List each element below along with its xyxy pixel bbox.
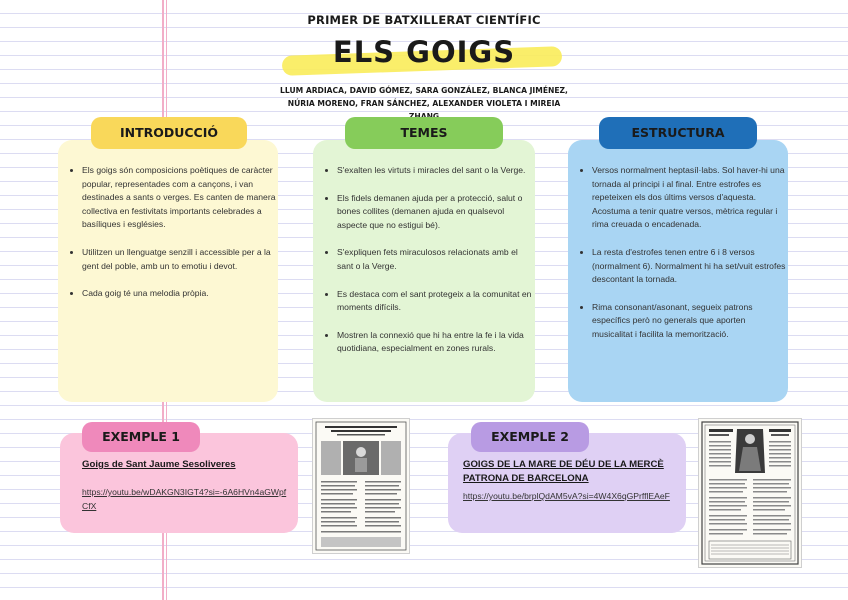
example1-title: Goigs de Sant Jaume Sesoliveres [82,459,236,470]
estructura-card [568,140,788,402]
estructura-heading: ESTRUCTURA [599,117,757,149]
goig-print-icon [699,419,801,567]
list-item: • Els goigs són composicions poètiques de caràcter popular, representades com a cançons, i van destinades a sants o verges. Es canten de manera collectiva en festivitats importants celebrades a basíliques i esglésies. [82,164,277,232]
authors-line: NÚRIA MORENO, FRAN SÁNCHEZ, ALEXANDER VIOLETA I MIREIA [287,99,561,108]
intro-heading: INTRODUCCIÓ [91,117,247,149]
example2-title: GOIGS DE LA MARE DE DÉU DE LA MERCÈ PATRONA DE BARCELONA [463,459,664,484]
page-title: ELS GOIGS [332,35,516,69]
list-item: • Cada goig té una melodia pròpia. [82,287,277,301]
list-item: • S'exalten les virtuts i miracles del sant o la Verge. [337,164,535,178]
list-item: • Es destaca com el sant protegeix a la comunitat en moments difícils. [337,288,535,315]
estructura-list [578,164,788,356]
list-item: • La resta d'estrofes tenen entre 6 i 8 versos (normalment 6). Normalment hi ha set/vuit estrofes descontant la tornada. [592,246,788,287]
goig-print-icon [313,419,409,553]
page-subtitle: PRIMER DE BATXILLERAT CIENTÍFIC [307,13,541,27]
example1-heading: EXEMPLE 1 [82,422,200,452]
intro-list [68,164,277,315]
list-item: • Mostren la connexió que hi ha entre la fe i la vida quotidiana, especialment en zones rurals. [337,329,535,356]
example1-link[interactable]: https://youtu.be/wDAKGN3IGT4?si=-6A6HVn4aGWpfCfX [82,487,287,511]
temes-card [313,140,535,402]
example2-link[interactable]: https://youtu.be/brplQdAM5vA?si=4W4X6qGPrfflEAeF [463,491,670,501]
example1-goig-image [312,418,410,554]
intro-card [58,140,278,402]
temes-list [323,164,535,370]
list-item: • Rima consonant/asonant, segueix patrons específics però no generals que aporten musicalitat i facilita la memorització. [592,301,788,342]
example2-goig-image [698,418,802,568]
list-item: • Els fidels demanen ajuda per a protecció, salut o bones collites (demanen ajuda en qualsevol aspecte que no estigui bé). [337,192,535,233]
authors-line: LLUM ARDIACA, DAVID GÓMEZ, SARA GONZÁLEZ, BLANCA JIMÉNEZ, [280,86,568,95]
temes-heading: TEMES [345,117,503,149]
list-item: • Utilitzen un llenguatge senzill i accessible per a la gent del poble, amb un to emotiu i devot. [82,246,277,273]
list-item: • S'expliquen fets miraculosos relacionats amb el sant o la Verge. [337,246,535,273]
example2-heading: EXEMPLE 2 [471,422,589,452]
list-item: • Versos normalment heptasíl·labs. Sol haver-hi una tornada al principi i al final. Entre estrofes es repeteixen els dos últims versos d'aquesta. Acostuma a tenir quatre versos, mètrica regular i rima creuada o encadenada. [592,164,788,232]
